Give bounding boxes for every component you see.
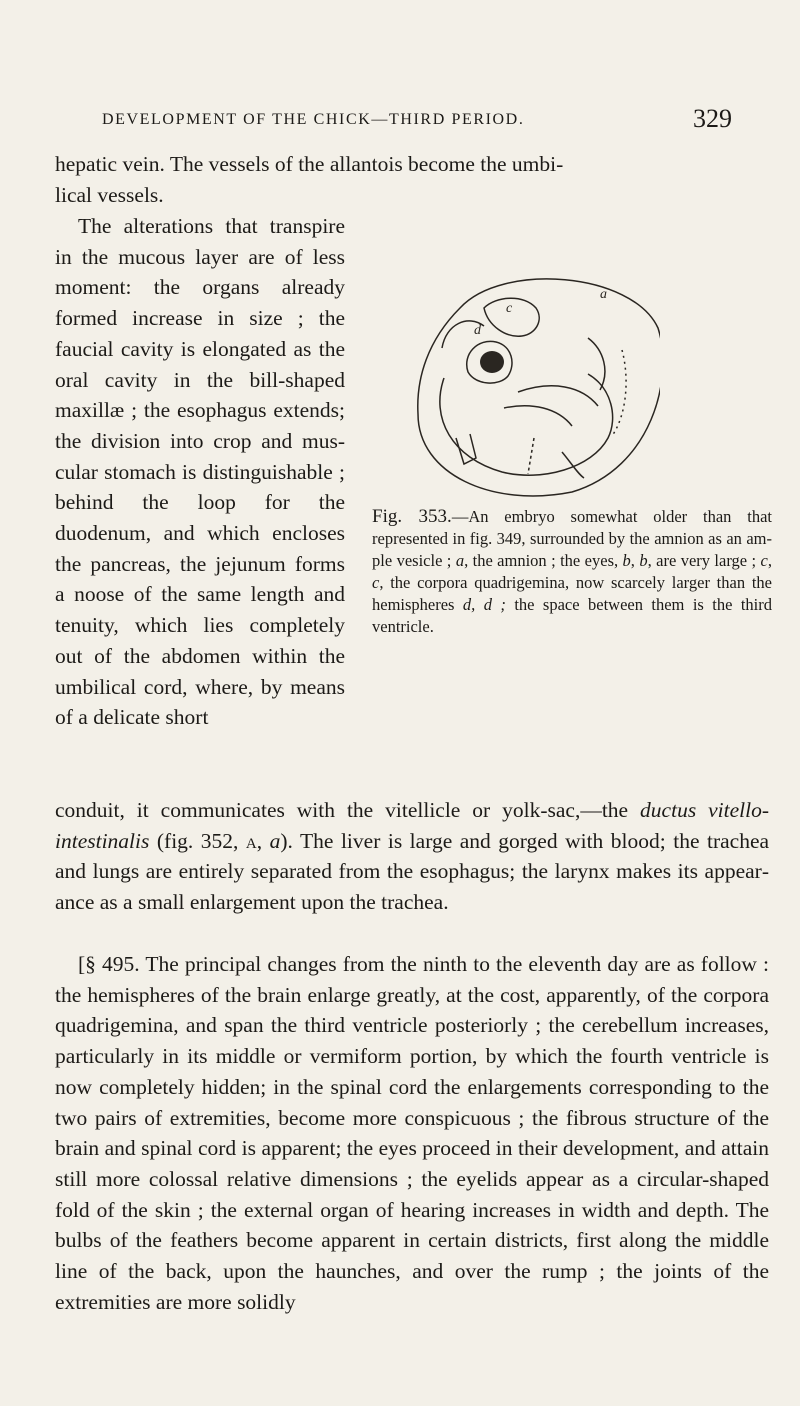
- figure-reference: (fig. 352,: [156, 828, 239, 853]
- caption-separator: ,: [630, 551, 635, 570]
- body-fold-line: [518, 386, 598, 406]
- caption-separator: ,: [767, 551, 772, 570]
- figure-label-c: c: [506, 301, 513, 316]
- embryo-figure: [412, 268, 660, 500]
- body-fold-line: [588, 338, 605, 390]
- paragraph-1-line-2: lical vessels.: [55, 183, 164, 207]
- body-fold-line: [612, 350, 626, 436]
- running-head-title: DEVELOPMENT OF THE CHICK—THIRD PERIOD.: [102, 111, 525, 128]
- figure-reference-italic-letter: a: [269, 828, 281, 853]
- caption-letter: a: [455, 551, 465, 570]
- paragraph-1-line-1: hepatic vein. The vessels of the allantois become the umbi-: [55, 152, 564, 176]
- caption-letter: c: [760, 551, 768, 570]
- figure-label-d: d: [474, 323, 481, 338]
- caption-letter: d, d ;: [462, 595, 506, 614]
- caption-text: , the amnion ; the eyes,: [464, 551, 619, 570]
- figure-reference-close: ).: [280, 828, 293, 853]
- caption-letter: c: [372, 573, 380, 592]
- embryo-illustration: [412, 268, 660, 500]
- caption-letter: b: [622, 551, 631, 570]
- yolk-stalk-line: [528, 438, 534, 474]
- paragraph-3: [§ 495. The principal changes from the ninth to the eleventh day are as follow : the hemispheres of the brain enlarge greatly, at the cost, apparently, of the corpora quadrigemina, and span the third ventricle posteriorly ; the cerebellum increases, particularly in its middle or vermiform portion, by which the fourth ventricle is now completely hidden; in the spinal cord the enlargements corresponding to the two pairs of extremities, become more conspicuous ; the fibrous structure of the brain and spinal cord is apparent; the eyes proceed in their development, and attain still more colossal relative dimensions ; the eyelids appear as a circular-shaped fold of the skin ; the external organ of hearing increases in width and depth. The bulbs of the feathers become apparent in certain districts, first along the middle line of the back, upon the haunches, and over the rump ; the joints of the extremities are more solidly: [55, 952, 769, 1314]
- caption-text: the space between them is the third ventricle.: [372, 595, 773, 636]
- figure-label-a: a: [600, 287, 607, 302]
- body-fold-line: [504, 406, 572, 426]
- caption-text: , the corpora quadrigemina, now scarcely larger than the hemispheres: [372, 573, 772, 614]
- latin-term: ductus vitello-intestinalis: [55, 798, 769, 853]
- paragraph-2-wrapped: The alterations that transpire in the mucous layer are of less moment: the organs already formed increase in size ; the faucial cavity is elongated as the oral cavity in the bill-shaped maxillæ ; the esophagus extends; the division into crop and muscular stomach is distinguishable ; behind the loop for the duodenum, and which encloses the pancreas, the jejunum forms a noose of the same length and tenuity, which lies completely out of the abdomen within the umbilical cord, where, by means of a delicate short: [55, 214, 345, 730]
- caption-label: Fig. 353.: [372, 506, 452, 527]
- paragraph-2-continuation-after: The liver is large and gorged with blood; the trachea and lungs are entirely separated from the esophagus; the larynx makes its appearance as a small enlargement upon the trachea.: [55, 828, 770, 915]
- limb-outline: [562, 452, 584, 478]
- eye-pupil: [480, 351, 504, 373]
- caption-letter: b: [639, 551, 648, 570]
- running-head: [100, 104, 732, 134]
- figure-reference-letter: a: [245, 828, 257, 853]
- paragraph-2-continuation: [55, 795, 769, 918]
- figure-reference-comma: ,: [256, 828, 263, 853]
- limb-outline: [456, 434, 476, 464]
- figure-caption: [372, 506, 772, 638]
- page-number: 329: [693, 104, 732, 133]
- paragraph-2-continuation-text: conduit, it communicates with the vitellicle or yolk-sac,—the: [55, 798, 629, 822]
- caption-text: , are very large ;: [647, 551, 757, 570]
- caption-text: —An embryo somewhat older than that represented in fig. 349, surrounded by the amnion as an ample vesicle ;: [372, 507, 772, 570]
